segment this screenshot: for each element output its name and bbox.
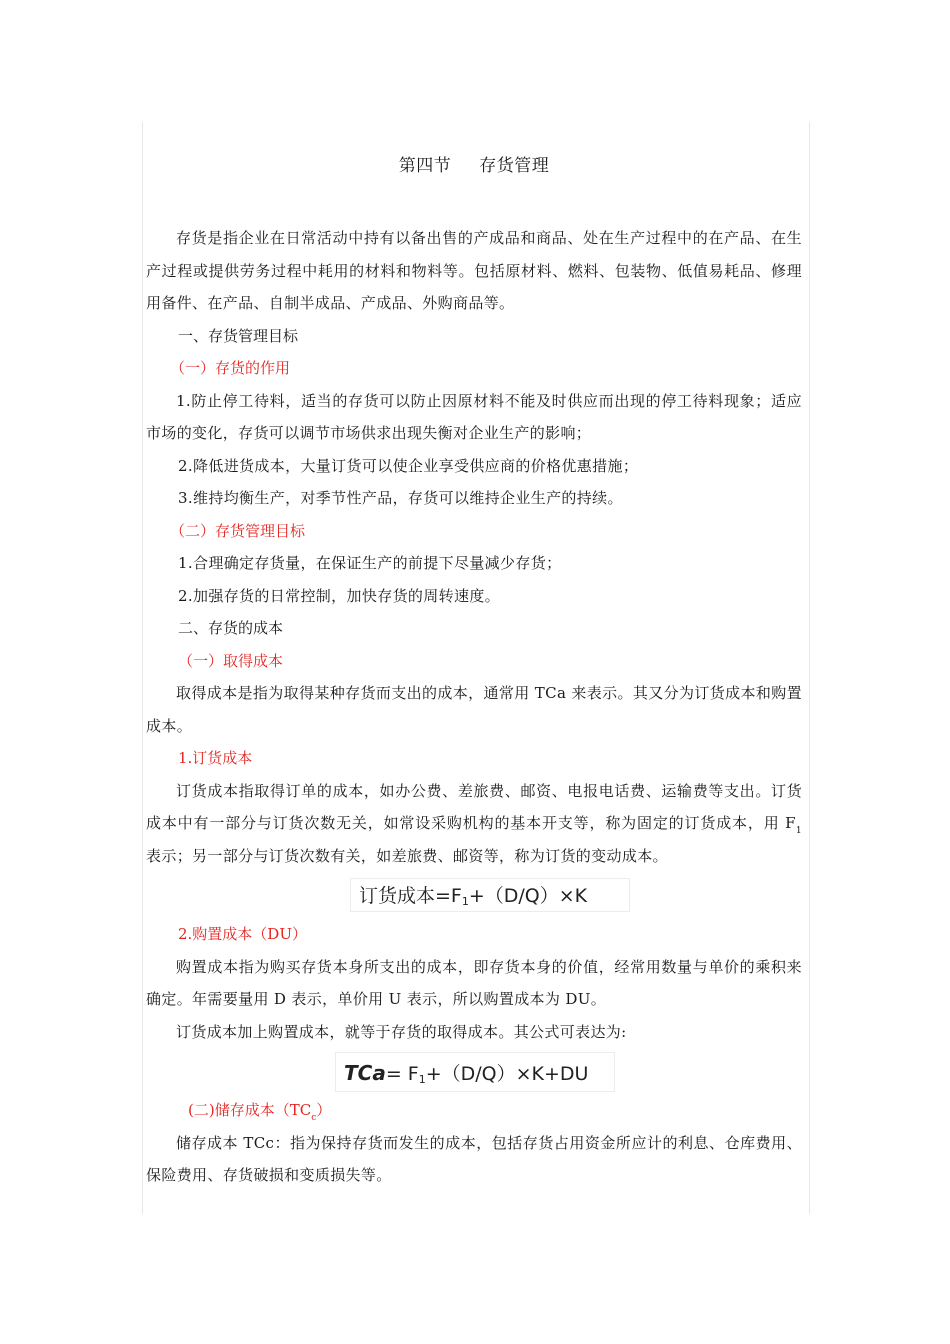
intro-paragraph: 存货是指企业在日常活动中持有以备出售的产成品和商品、处在生产过程中的在产品、在生产过程或提供劳务过程中耗用的材料和物料等。包括原材料、燃料、包装物、低值易耗品、修理用备件、在产品、自制半成品、产成品、外购商品等。 [146,229,802,312]
role-item-3: 3.维持均衡生产，对季节性产品，存货可以维持企业生产的持续。 [178,489,623,507]
acquisition-formula-row [146,1048,802,1094]
order-cost-formula: 订货成本=F1+（D/Q）×K [350,878,630,912]
role-item-1: 1.防止停工待料，适当的存货可以防止因原材料不能及时供应而出现的停工待料现象；适应市场的变化，存货可以调节市场供求出现失衡对企业生产的影响； [146,391,802,442]
heading-management-goals: （二）存货管理目标 [170,521,306,540]
heading-inventory-cost: 二、存货的成本 [178,619,284,637]
purchase-cost-paragraph-2: 订货成本加上购置成本，就等于存货的取得成本。其公式可表达为: [176,1022,627,1041]
title-part1: 第四节 [398,156,452,176]
heading-purchase-cost: 2.购置成本（DU） [178,925,307,943]
title-part2: 存货管理 [479,156,550,176]
goal-item-2: 2.加强存货的日常控制，加快存货的周转速度。 [178,586,501,605]
acquisition-cost-formula: TCa= F1+（D/Q）×K+DU [335,1052,615,1092]
role-item-2: 2.降低进货成本，大量订货可以使企业享受供应商的价格优惠措施； [178,456,639,475]
heading-acquisition-cost: （一）取得成本 [178,651,284,670]
goal-item-1: 1.合理确定存货量，在保证生产的前提下尽量减少存货； [178,554,562,572]
storage-cost-paragraph: 储存成本 TCc：指为保持存货而发生的成本，包括存货占用资金所应计的利息、仓库费用、保险费用、存货破损和变质损失等。 [146,1133,802,1184]
section-title [146,150,802,182]
document-body [146,150,802,1192]
heading-storage-cost: (二)储存成本$(TC_c)$ [188,1101,332,1123]
heading-inventory-goals: 一、存货管理目标 [178,326,299,345]
order-cost-paragraph: 订货成本指取得订单的成本，如办公费、差旅费、邮资、电报电话费、运输费等支出。订货成本中有一部分与订货次数无关，如常设采购机构的基本开支等，称为固定的订货成本，用 $F_1$ 表示；另一部分与订货次数有关，如差旅费、邮资等，称为订货的变动成本。 [146,781,802,865]
acquisition-cost-paragraph: 取得成本是指为取得某种存货而支出的成本，通常用 TCa 来表示。其又分为订货成本和购置成本。 [146,684,802,735]
heading-order-cost: 1.订货成本 [178,749,253,767]
heading-inventory-role: （一）存货的作用 [170,359,291,377]
purchase-cost-paragraph: 购置成本指为购买存货本身所支出的成本，即存货本身的价值，经常用数量与单价的乘积来确定。年需要量用 D 表示，单价用 U 表示，所以购置成本为 DU。 [146,957,802,1008]
order-cost-formula-row [146,872,802,918]
